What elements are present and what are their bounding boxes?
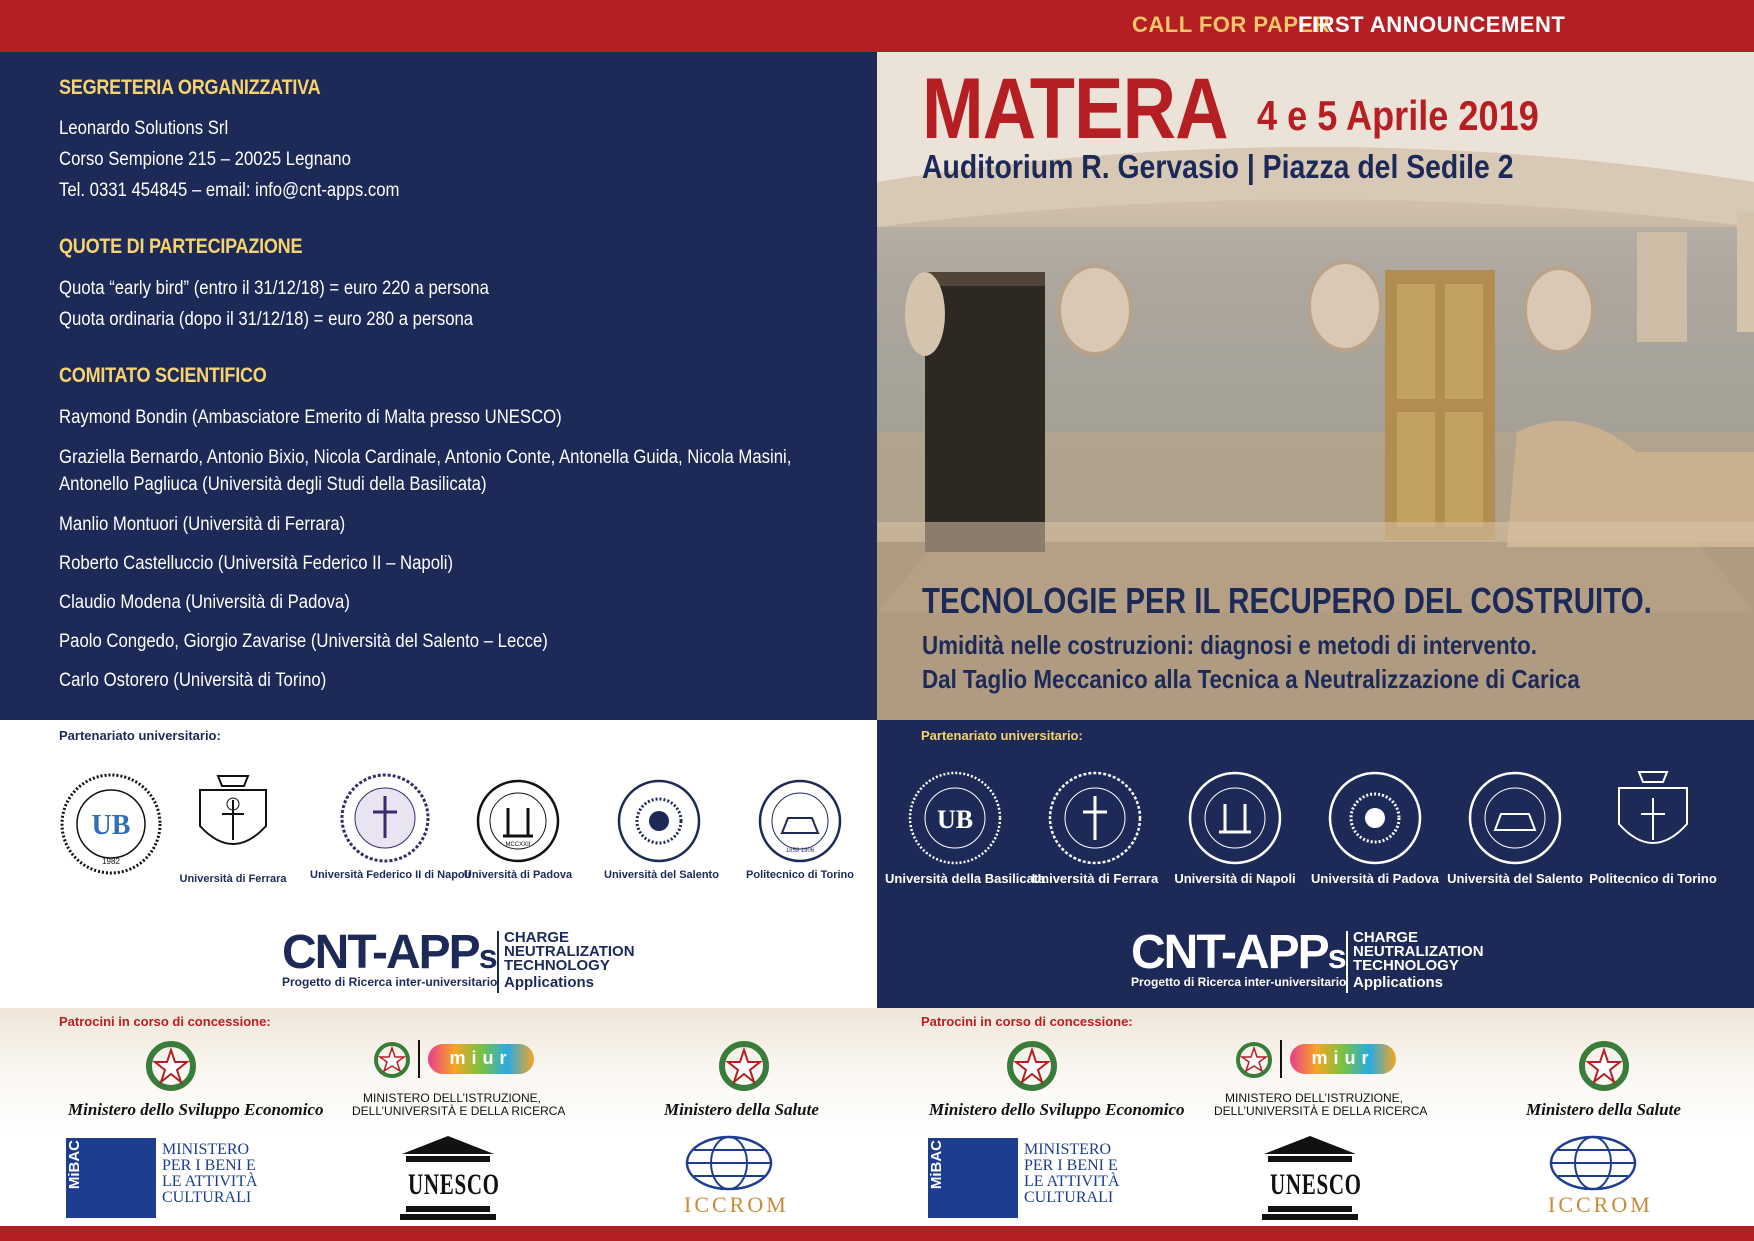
comitato-line: Claudio Modena (Università di Padova) <box>59 592 350 613</box>
padova-seal <box>463 778 573 881</box>
comitato-line: Antonello Pagliuca (Università degli Studi della Basilicata) <box>59 474 487 495</box>
uni-caption: Università del Salento <box>604 869 719 881</box>
uni-caption: Università di Ferrara <box>1031 871 1159 886</box>
venue-photo <box>877 52 1754 720</box>
segreteria-line: Leonardo Solutions Srl <box>59 118 229 139</box>
venue-separator: | <box>1246 148 1255 185</box>
unesco-logo-text: UNESCO <box>408 1168 500 1201</box>
quote-title: QUOTE DI PARTECIPAZIONE <box>59 235 303 258</box>
republic-emblem-icon <box>1006 1040 1058 1094</box>
comitato-line: Raymond Bondin (Ambasciatore Emerito di Malta presso UNESCO) <box>59 407 562 428</box>
basilicata-seal <box>56 772 166 881</box>
republic-emblem-icon <box>372 1040 412 1080</box>
venue-auditorium: Auditorium R. Gervasio <box>922 148 1239 185</box>
first-announcement-label: FIRST ANNOUNCEMENT <box>1298 12 1566 37</box>
svg-text:1982: 1982 <box>102 857 120 866</box>
comitato-line: Paolo Congedo, Giorgio Zavarise (Università del Salento – Lecce) <box>59 631 548 652</box>
partner-label: Partenariato universitario: <box>59 728 221 743</box>
republic-emblem-icon <box>1234 1040 1274 1080</box>
conference-subtitle-2: Dal Taglio Meccanico alla Tecnica a Neutralizzazione di Carica <box>922 664 1580 694</box>
seal-icon <box>1047 770 1143 866</box>
comitato-line: Manlio Montuori (Università di Ferrara) <box>59 514 346 535</box>
comitato-line: Carlo Ostorero (Università di Torino) <box>59 670 327 691</box>
segreteria-line: Tel. 0331 454845 – email: info@cnt-apps.com <box>59 180 400 201</box>
salento-seal <box>604 778 719 881</box>
university-partners-left <box>0 720 877 1008</box>
seal-icon <box>59 772 163 876</box>
unesco-logo-text: UNESCO <box>1270 1168 1362 1201</box>
info-panel <box>0 52 877 720</box>
uni-caption: Università di Padova <box>1311 871 1439 886</box>
uni-caption: Università di Napoli <box>1174 871 1296 886</box>
uni-caption: Politecnico di Torino <box>1589 871 1717 886</box>
venue <box>922 148 1513 186</box>
uni-caption: Università Federico II di Napoli <box>310 869 471 881</box>
iccrom-logo-text: ICCROM <box>684 1192 789 1217</box>
iccrom-globe-icon <box>684 1134 774 1192</box>
conference-subtitle: Umidità nelle costruzioni: diagnosi e metodi di intervento. <box>922 630 1537 660</box>
iccrom-logo-text: ICCROM <box>1548 1192 1653 1217</box>
miur-brand: miur <box>428 1044 534 1074</box>
uni-caption: Università di Ferrara <box>179 873 287 885</box>
seal-icon <box>475 778 561 864</box>
mibac-logo-text: MINISTERO PER I BENI E LE ATTIVITÀ CULTURALI <box>1024 1141 1120 1206</box>
miur-brand: miur <box>1290 1044 1396 1074</box>
torino-seal <box>1583 764 1723 886</box>
venue-address: Piazza del Sedile 2 <box>1262 148 1514 185</box>
comitato-title: COMITATO SCIENTIFICO <box>59 364 267 387</box>
svg-text:1859 1906: 1859 1906 <box>785 848 815 854</box>
comitato-line: Graziella Bernardo, Antonio Bixio, Nicola Cardinale, Antonio Conte, Antonella Guida, Nicola Masini, <box>59 447 792 468</box>
conference-title: TECNOLOGIE PER IL RECUPERO DEL COSTRUITO. <box>922 580 1652 621</box>
seal-icon <box>1327 770 1423 866</box>
comitato-line: Roberto Castelluccio (Università Federico II – Napoli) <box>59 553 454 574</box>
crest-icon <box>1605 764 1701 866</box>
republic-emblem-icon <box>718 1040 770 1094</box>
segreteria-title: SEGRETERIA ORGANIZZATIVA <box>59 76 321 99</box>
bottom-banner <box>0 1226 1754 1241</box>
napoli-seal <box>1165 770 1305 886</box>
svg-text:UB: UB <box>91 810 131 841</box>
salute-logo-text: Ministero della Salute <box>1526 1100 1681 1119</box>
quote-line: Quota ordinaria (dopo il 31/12/18) = euro 280 a persona <box>59 309 474 330</box>
quote-line: Quota “early bird” (entro il 31/12/18) = euro 220 a persona <box>59 278 489 299</box>
university-partners-right <box>877 720 1754 1008</box>
uni-caption: Università del Salento <box>1447 871 1583 886</box>
segreteria-line: Corso Sempione 215 – 20025 Legnano <box>59 149 351 170</box>
mibac-logo-text: MINISTERO PER I BENI E LE ATTIVITÀ CULTURALI <box>162 1141 258 1206</box>
patronage-label: Patrocini in corso di concessione: <box>921 1014 1133 1029</box>
seal-icon <box>1467 770 1563 866</box>
seal-icon <box>757 778 843 864</box>
seal-icon <box>907 770 1003 866</box>
partner-label: Partenariato universitario: <box>921 728 1083 743</box>
svg-text:MCCXXII: MCCXXII <box>505 842 531 848</box>
miur-divider <box>418 1040 420 1078</box>
mibac-brand: MiBAC <box>66 1138 156 1218</box>
ferrara-seal <box>1025 770 1165 886</box>
top-banner <box>0 0 1754 52</box>
seal-icon <box>1187 770 1283 866</box>
salute-logo-text: Ministero della Salute <box>664 1100 819 1119</box>
miur-logo-text: MINISTERO DELL’ISTRUZIONE, DELL’UNIVERSITÀ E DELLA RICERCA <box>352 1091 566 1118</box>
uni-caption: Università di Padova <box>463 869 573 881</box>
mise-logo-text: Ministero dello Sviluppo Economico <box>929 1100 1185 1119</box>
event-date: 4 e 5 Aprile 2019 <box>1257 92 1539 139</box>
seal-icon <box>616 778 702 864</box>
uni-caption: Università della Basilicata <box>885 871 1046 886</box>
seal-icon <box>339 772 431 864</box>
mibac-brand: MiBAC <box>928 1138 1018 1218</box>
cnt-apps-logo: CNT-APPs CHARGE NEUTRALIZATION TECHNOLOGY Progetto di Ricerca inter-universitario Applications <box>1131 926 1484 991</box>
republic-emblem-icon <box>145 1040 197 1094</box>
miur-logo-text: MINISTERO DELL’ISTRUZIONE, DELL’UNIVERSITÀ E DELLA RICERCA <box>1214 1091 1428 1118</box>
svg-text:UB: UB <box>936 805 974 834</box>
republic-emblem-icon <box>1578 1040 1630 1094</box>
city-title: MATERA <box>922 61 1228 157</box>
call-for-paper-label: CALL FOR PAPER <box>1132 12 1331 37</box>
patronage-label: Patrocini in corso di concessione: <box>59 1014 271 1029</box>
iccrom-globe-icon <box>1548 1134 1638 1192</box>
miur-divider <box>1280 1040 1282 1078</box>
mise-logo-text: Ministero dello Sviluppo Economico <box>68 1100 324 1119</box>
napoli-seal <box>310 772 471 881</box>
torino-seal <box>745 778 855 881</box>
basilicata-seal <box>885 770 1046 886</box>
cnt-apps-logo: CNT-APPs CHARGE NEUTRALIZATION TECHNOLOGY Progetto di Ricerca inter-universitario Applications <box>282 926 635 991</box>
crest-icon <box>188 764 278 868</box>
salento-seal <box>1445 770 1585 886</box>
patronage-section <box>0 1008 1754 1226</box>
ferrara-seal <box>178 764 288 885</box>
padova-seal <box>1305 770 1445 886</box>
uni-caption: Politecnico di Torino <box>746 869 854 881</box>
